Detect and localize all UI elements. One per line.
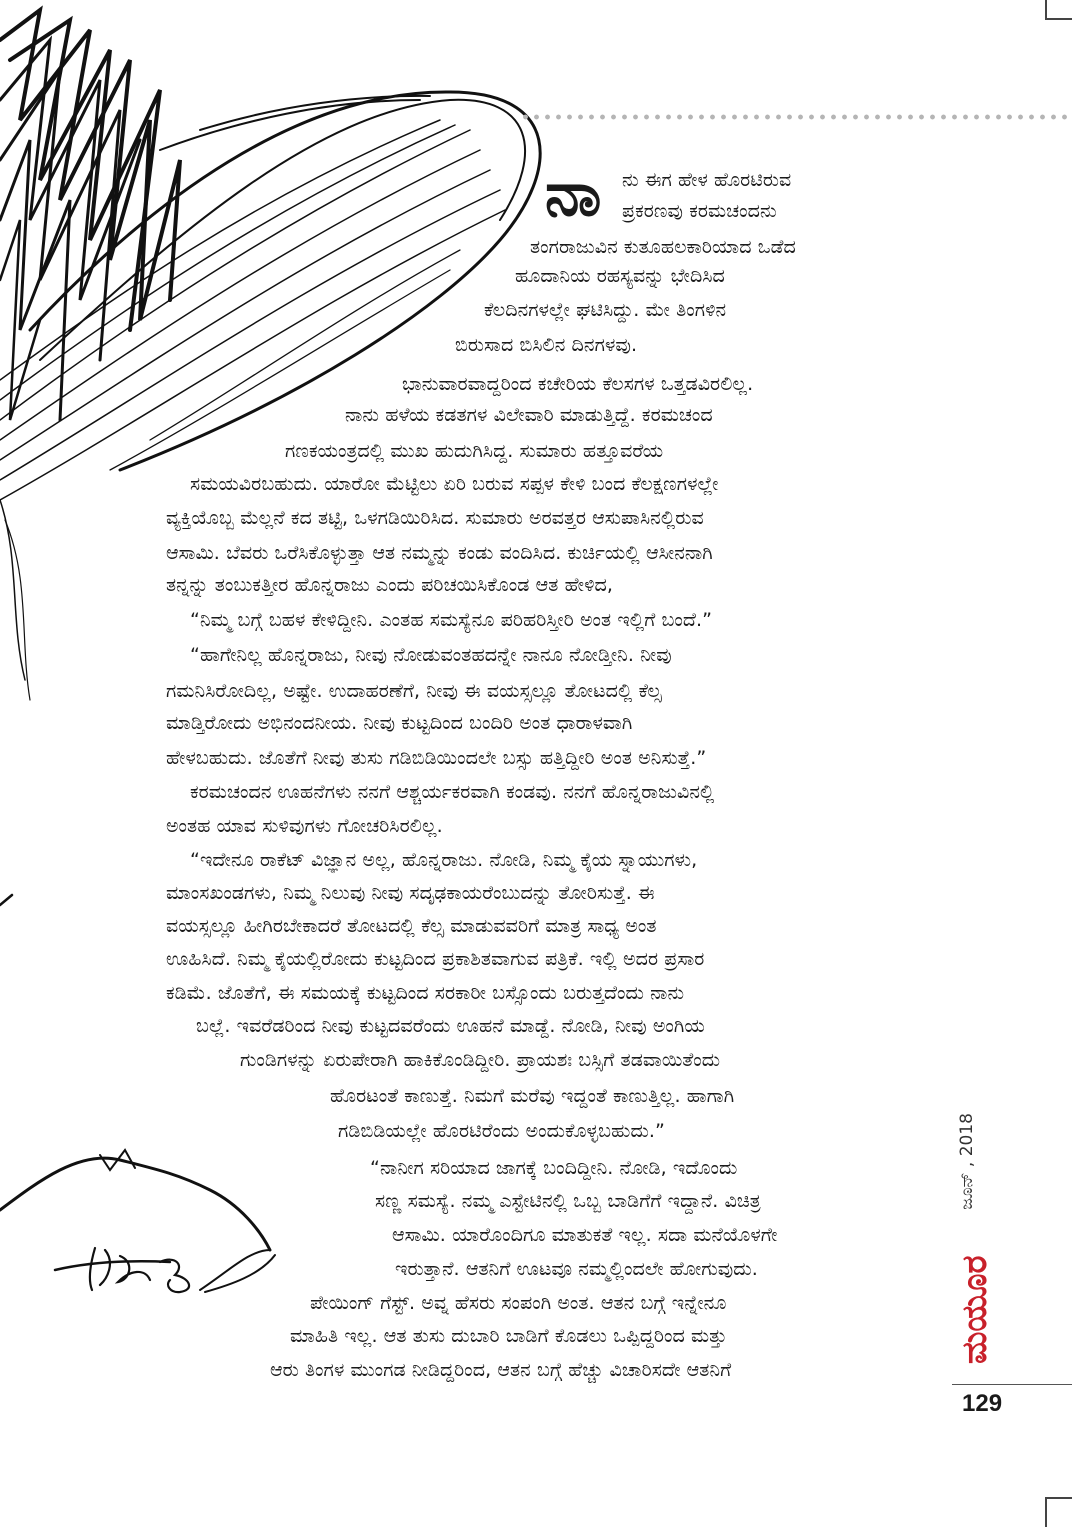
magazine-logo: ಮಯೂರ	[955, 1255, 995, 1364]
article-line: “ಇದೇನೂ ರಾಕೆಟ್ ವಿಜ್ಞಾನ ಅಲ್ಲ, ಹೊನ್ನರಾಜು. ನೋಡಿ, ನಿಮ್ಮ ಕೈಯ ಸ್ನಾಯುಗಳು,	[190, 849, 698, 871]
issue-date: ಜೂನ್ , 2018	[957, 1113, 977, 1210]
article-line: ಹೂದಾನಿಯ ರಹಸ್ಯವನ್ನು ಭೇದಿಸಿದ	[515, 265, 725, 287]
drop-cap: ನಾ	[545, 157, 599, 230]
article-line: ಮಾಡ್ತಿರೋದು ಅಭಿನಂದನೀಯ. ನೀವು ಕುಟ್ಟದಿಂದ ಬಂದಿರಿ ಅಂತ ಧಾರಾಳವಾಗಿ	[166, 712, 633, 734]
article-line: ಆಸಾಮಿ. ಬೆವರು ಒರೆಸಿಕೊಳ್ಳುತ್ತಾ ಆತ ನಮ್ಮನ್ನು ಕಂಡು ವಂದಿಸಿದ. ಕುರ್ಚಿಯಲ್ಲಿ ಆಸೀನನಾಗಿ	[166, 542, 713, 564]
article-line: ಪ್ರಕರಣವು ಕರಮಚಂದನು	[622, 200, 777, 222]
article-line: “ನಿಮ್ಮ ಬಗ್ಗೆ ಬಹಳ ಕೇಳಿದ್ದೀನಿ. ಎಂತಹ ಸಮಸ್ಯೆನೂ ಪರಿಹರಿಸ್ತೀರಿ ಅಂತ ಇಲ್ಲಿಗೆ ಬಂದೆ.”	[190, 609, 713, 631]
article-line: ಮಾಹಿತಿ ಇಲ್ಲ. ಆತ ತುಸು ದುಬಾರಿ ಬಾಡಿಗೆ ಕೊಡಲು ಒಪ್ಪಿದ್ದರಿಂದ ಮತ್ತು	[290, 1325, 727, 1347]
article-line: ಬಲ್ಲೆ. ಇವರೆಡರಿಂದ ನೀವು ಕುಟ್ಟದವರೆಂದು ಊಹನೆ ಮಾಡ್ದೆ. ನೋಡಿ, ನೀವು ಅಂಗಿಯ	[196, 1015, 705, 1037]
article-line: ನಾನು ಹಳೆಯ ಕಡತಗಳ ವಿಲೇವಾರಿ ಮಾಡುತ್ತಿದ್ದೆ. ಕರಮಚಂದ	[345, 404, 713, 426]
crop-mark-top	[1045, 0, 1072, 20]
article-line: ಕೆಲದಿನಗಳಲ್ಲೇ ಘಟಿಸಿದ್ದು. ಮೇ ತಿಂಗಳಿನ	[484, 299, 727, 321]
article-line: ಭಾನುವಾರವಾದ್ದರಿಂದ ಕಚೇರಿಯ ಕೆಲಸಗಳ ಒತ್ತಡವಿರಲಿಲ್ಲ.	[402, 373, 754, 395]
article-line: ಅಂತಹ ಯಾವ ಸುಳಿವುಗಳು ಗೋಚರಿಸಿರಲಿಲ್ಲ.	[166, 815, 443, 837]
article-line: ಪೇಯಿಂಗ್ ಗೆಸ್ಟ್. ಅವ್ನ ಹೆಸರು ಸಂಪಂಗಿ ಅಂತ. ಆತನ ಬಗ್ಗೆ ಇನ್ನೇನೂ	[310, 1292, 727, 1314]
article-line: ಊಹಿಸಿದೆ. ನಿಮ್ಮ ಕೈಯಲ್ಲಿರೋದು ಕುಟ್ಟದಿಂದ ಪ್ರಕಾಶಿತವಾಗುವ ಪತ್ರಿಕೆ. ಇಲ್ಲಿ ಅದರ ಪ್ರಸಾರ	[166, 948, 705, 970]
article-line: ಆರು ತಿಂಗಳ ಮುಂಗಡ ನೀಡಿದ್ದರಿಂದ, ಆತನ ಬಗ್ಗೆ ಹೆಚ್ಚು ವಿಚಾರಿಸದೇ ಆತನಿಗೆ	[270, 1359, 732, 1381]
article-line: ಗುಂಡಿಗಳನ್ನು ಏರುಪೇರಾಗಿ ಹಾಕಿಕೊಂಡಿದ್ದೀರಿ. ಪ್ರಾಯಶಃ ಬಸ್ಸಿಗೆ ತಡವಾಯಿತೆಂದು	[240, 1049, 721, 1071]
article-line: ಇರುತ್ತಾನೆ. ಆತನಿಗೆ ಊಟವೂ ನಮ್ಮಲ್ಲಿಂದಲೇ ಹೋಗುವುದು.	[395, 1258, 758, 1280]
article-line: ಗಡಿಬಿಡಿಯಲ್ಲೇ ಹೊರಟಿರೆಂದು ಅಂದುಕೊಳ್ಳಬಹುದು.”	[338, 1120, 665, 1142]
page-rule	[952, 1384, 1072, 1385]
crop-mark-bottom	[1045, 1497, 1072, 1527]
page-number: 129	[962, 1390, 1003, 1417]
article-line: ಸಮಯವಿರಬಹುದು. ಯಾರೋ ಮೆಟ್ಟಿಲು ಏರಿ ಬರುವ ಸಪ್ಪಳ ಕೇಳಿ ಬಂದ ಕೆಲಕ್ಷಣಗಳಲ್ಲೇ	[190, 473, 719, 495]
article-line: ಗಮನಿಸಿರೋದಿಲ್ಲ, ಅಷ್ಟೇ. ಉದಾಹರಣೆಗೆ, ನೀವು ಈ ವಯಸ್ಸಲ್ಲೂ ತೋಟದಲ್ಲಿ ಕೆಲ್ಸ	[166, 680, 662, 702]
dotted-divider	[520, 113, 1072, 121]
article-line: ಆಸಾಮಿ. ಯಾರೊಂದಿಗೂ ಮಾತುಕತೆ ಇಲ್ಲ. ಸದಾ ಮನೆಯೊಳಗೇ	[392, 1224, 778, 1246]
article-line: “ಹಾಗೇನಿಲ್ಲ ಹೊನ್ನರಾಜು, ನೀವು ನೋಡುವಂತಹದನ್ನೇ ನಾನೂ ನೋಡ್ತೀನಿ. ನೀವು	[190, 644, 672, 666]
article-line: ಹೇಳಬಹುದು. ಜೊತೆಗೆ ನೀವು ತುಸು ಗಡಿಬಿಡಿಯಿಂದಲೇ ಬಸ್ಸು ಹತ್ತಿದ್ದೀರಿ ಅಂತ ಅನಿಸುತ್ತೆ.”	[166, 747, 707, 769]
article-line: ಹೊರಟಂತೆ ಕಾಣುತ್ತೆ. ನಿಮಗೆ ಮರೆವು ಇದ್ದಂತೆ ಕಾಣುತ್ತಿಲ್ಲ. ಹಾಗಾಗಿ	[330, 1085, 735, 1107]
article-line: ಸಣ್ಣ ಸಮಸ್ಯೆ. ನಮ್ಮ ಎಸ್ಟೇಟಿನಲ್ಲಿ ಒಬ್ಬ ಬಾಡಿಗೆಗೆ ಇದ್ದಾನೆ. ವಿಚಿತ್ರ	[375, 1190, 761, 1212]
article-line: “ನಾನೀಗ ಸರಿಯಾದ ಜಾಗಕ್ಕೆ ಬಂದಿದ್ದೀನಿ. ನೋಡಿ, ಇದೊಂದು	[370, 1157, 738, 1179]
article-line: ಕರಮಚಂದನ ಊಹನೆಗಳು ನನಗೆ ಆಶ್ಚರ್ಯಕರವಾಗಿ ಕಂಡವು. ನನಗೆ ಹೊನ್ನರಾಜುವಿನಲ್ಲಿ	[190, 781, 715, 803]
article-line: ವಯಸ್ಸಲ್ಲೂ ಹೀಗಿರಬೇಕಾದರೆ ತೋಟದಲ್ಲಿ ಕೆಲ್ಸ ಮಾಡುವವರಿಗೆ ಮಾತ್ರ ಸಾಧ್ಯ ಅಂತ	[166, 915, 657, 937]
article-line: ವ್ಯಕ್ತಿಯೊಬ್ಬ ಮೆಲ್ಲನೆ ಕದ ತಟ್ಟಿ, ಒಳಗಡಿಯಿರಿಸಿದ. ಸುಮಾರು ಅರವತ್ತರ ಆಸುಪಾಸಿನಲ್ಲಿರುವ	[166, 507, 704, 529]
article-line: ತನ್ನನ್ನು ತಂಬುಕತ್ತೀರ ಹೊನ್ನರಾಜು ಎಂದು ಪರಿಚಯಿಸಿಕೊಂಡ ಆತ ಹೇಳಿದ,	[166, 574, 614, 596]
article-line: ತಂಗರಾಜುವಿನ ಕುತೂಹಲಕಾರಿಯಾದ ಒಡೆದ	[530, 236, 796, 258]
article-line: ಕಡಿಮೆ. ಜೊತೆಗೆ, ಈ ಸಮಯಕ್ಕೆ ಕುಟ್ಟದಿಂದ ಸರಕಾರೀ ಬಸ್ಸೊಂದು ಬರುತ್ತದೆಂದು ನಾನು	[166, 982, 685, 1004]
article-line: ಮಾಂಸಖಂಡಗಳು, ನಿಮ್ಮ ನಿಲುವು ನೀವು ಸದೃಢಕಾಯರೆಂಬುದನ್ನು ತೋರಿಸುತ್ತೆ. ಈ	[166, 882, 655, 904]
article-line: ಗಣಕಯಂತ್ರದಲ್ಲಿ ಮುಖ ಹುದುಗಿಸಿದ್ದ. ಸುಮಾರು ಹತ್ತೂವರೆಯ	[285, 440, 664, 462]
article-line: ನು ಈಗ ಹೇಳ ಹೊರಟಿರುವ	[622, 169, 792, 191]
article-line: ಬಿರುಸಾದ ಬಿಸಿಲಿನ ದಿನಗಳವು.	[455, 334, 638, 356]
